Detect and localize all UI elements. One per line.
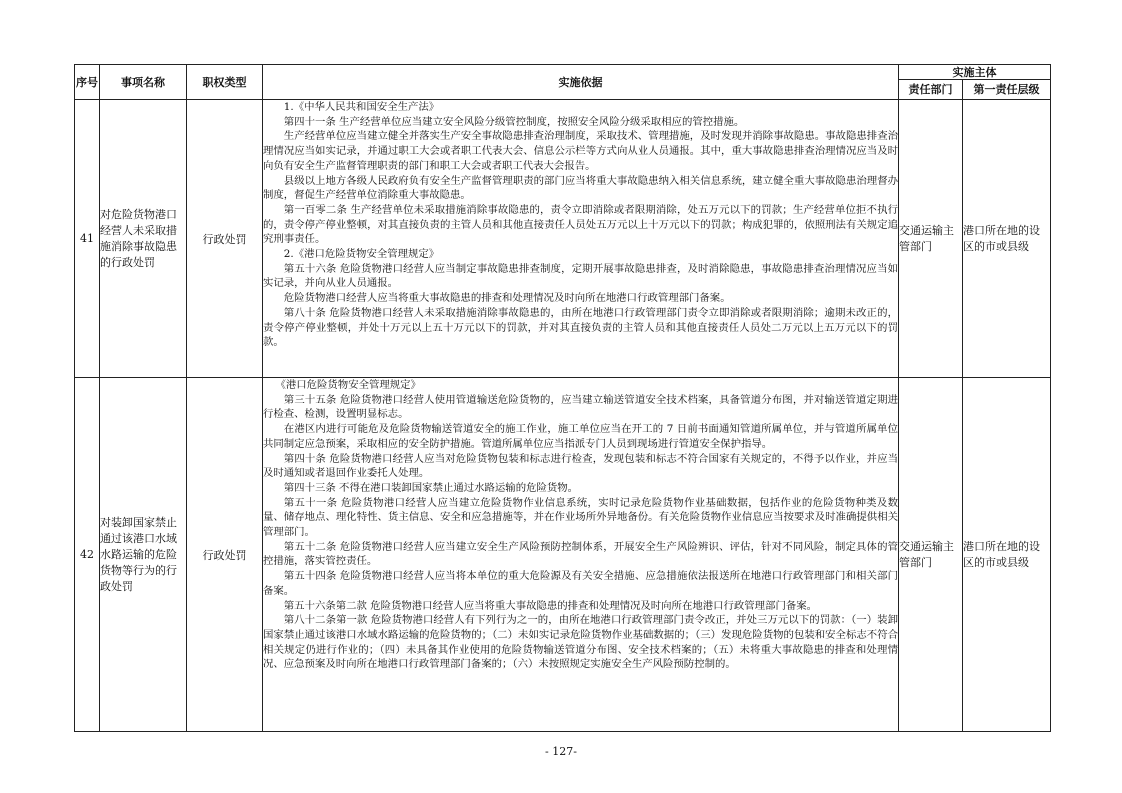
header-item-name: 事项名称 bbox=[100, 65, 187, 100]
basis-line: 第三十五条 危险货物港口经营人使用管道输送危险货物的，应当建立输送管道安全技术档案，具备管道分布图，并对输送管道定期进行检查、检测，设置明显标志。 bbox=[263, 393, 898, 421]
row-item-name: 对装卸国家禁止通过该港口水域水路运输的危险货物等行为的行政处罚 bbox=[100, 378, 187, 732]
header-power-type: 职权类型 bbox=[187, 65, 263, 100]
header-basis: 实施依据 bbox=[263, 65, 899, 100]
basis-line: 第八十二条第一款 危险货物港口经营人有下列行为之一的，由所在地港口行政管理部门责令改正，并处三万元以下的罚款：（一）装卸国家禁止通过该港口水域水路运输的危险货物的；（二）未如实记录危险货物作业基础数据的；（三）发现危险货物的包装和安全标志不符合相关规定仍进行作业的；（四）未具备其作业使用的危险货物输送管道分布图、安全技术档案的；（五）未将重大事故隐患的排查和处理情况、应急预案及时向所在地港口行政管理部门备案的；（六）未按照规定实施安全生产风险预防控制的。 bbox=[263, 614, 898, 671]
basis-line: 第五十一条 危险货物港口经营人应当建立危险货物作业信息系统，实时记录危险货物作业基础数据，包括作业的危险货物种类及数量、储存地点、理化特性、货主信息、安全和应急措施等，并在作业场所外异地备份。有关危险货物作业信息应当按要求及时准确提供相关管理部门。 bbox=[263, 496, 898, 539]
header-subject: 实施主体 bbox=[899, 65, 1051, 80]
basis-line: 《港口危险货物安全管理规定》 bbox=[275, 379, 421, 391]
basis-line: 1.《中华人民共和国安全生产法》 bbox=[283, 101, 440, 113]
basis-line: 第五十四条 危险货物港口经营人应当将本单位的重大危险源及有关安全措施、应急措施依法报送所在地港口行政管理部门和相关部门备案。 bbox=[263, 570, 898, 597]
basis-line: 第五十六条 危险货物港口经营人应当制定事故隐患排查制度，定期开展事故隐患排查，及时消除隐患，事故隐患排查治理情况应当如实记录，并向从业人员通报。 bbox=[263, 262, 898, 290]
basis-line: 县级以上地方各级人民政府负有安全生产监督管理职责的部门应当将重大事故隐患纳入相关信息系统，建立健全重大事故隐患治理督办制度，督促生产经营单位消除重大事故隐患。 bbox=[263, 174, 898, 202]
row-dept: 交通运输主管部门 bbox=[899, 378, 963, 732]
header-level: 第一责任层级 bbox=[963, 80, 1051, 100]
row-power-type: 行政处罚 bbox=[187, 378, 263, 732]
row-dept: 交通运输主管部门 bbox=[899, 100, 963, 378]
basis-line: 第五十二条 危险货物港口经营人应当建立安全生产风险预防控制体系，开展安全生产风险辨识、评估，针对不同风险，制定具体的管控措施，落实管控责任。 bbox=[263, 540, 898, 568]
basis-line: 危险货物港口经营人应当将重大事故隐患的排查和处理情况及时向所在地港口行政管理部门备案。 bbox=[283, 292, 731, 305]
enforcement-table bbox=[74, 64, 1051, 732]
basis-line: 第四十一条 生产经营单位应当建立安全风险分级管控制度，按照安全风险分级采取相应的管控措施。 bbox=[283, 115, 745, 128]
row-power-type: 行政处罚 bbox=[187, 100, 263, 378]
table-row bbox=[75, 100, 1051, 378]
basis-line: 2.《港口危险货物安全管理规定》 bbox=[283, 248, 440, 261]
row-level: 港口所在地的设区的市或县级 bbox=[963, 100, 1051, 378]
row-seq: 41 bbox=[75, 100, 100, 378]
row-level: 港口所在地的设区的市或县级 bbox=[963, 378, 1051, 732]
row-item-name: 对危险货物港口经营人未采取措施消除事故隐患的行政处罚 bbox=[100, 100, 187, 378]
basis-line: 第一百零二条 生产经营单位未采取措施消除事故隐患的，责令立即消除或者限期消除，处五万元以下的罚款；生产经营单位拒不执行的，责令停产停业整顿，对其直接负责的主管人员和其他直接责任人员处五万元以上十万元以下的罚款；构成犯罪的，依照刑法有关规定追究刑事责任。 bbox=[263, 203, 898, 246]
basis-line: 第四十条 危险货物港口经营人应当对危险货物包装和标志进行检查，发现包装和标志不符合国家有关规定的，不得予以作业，并应当及时通知或者退回作业委托人处理。 bbox=[263, 452, 898, 480]
basis-line: 在港区内进行可能危及危险货物输送管道安全的施工作业，施工单位应当在开工的 7 日前书面通知管道所属单位，并与管道所属单位共同制定应急预案，采取相应的安全防护措施。管道所属单位应当指派专门人员到现场进行管道安全保护指导。 bbox=[263, 423, 898, 450]
header-dept: 责任部门 bbox=[899, 80, 963, 100]
row-seq: 42 bbox=[75, 378, 100, 732]
row-basis bbox=[263, 378, 899, 732]
row-basis bbox=[263, 100, 899, 378]
table-row bbox=[75, 378, 1051, 732]
header-seq: 序号 bbox=[75, 65, 100, 100]
basis-line: 生产经营单位应当建立健全并落实生产安全事故隐患排查治理制度，采取技术、管理措施，及时发现并消除事故隐患。事故隐患排查治理情况应当如实记录，并通过职工大会或者职工代表大会、信息公示栏等方式向从业人员通报。其中，重大事故隐患排查治理情况应当及时向负有安全生产监督管理职责的部门和职工大会或者职工代表大会报告。 bbox=[263, 130, 898, 172]
page-number: - 127- bbox=[545, 745, 577, 758]
basis-line: 第四十三条 不得在港口装卸国家禁止通过水路运输的危险货物。 bbox=[283, 481, 579, 494]
basis-line: 第五十六条第二款 危险货物港口经营人应当将重大事故隐患的排查和处理情况及时向所在地港口行政管理部门备案。 bbox=[283, 599, 818, 612]
basis-line: 第八十条 危险货物港口经营人未采取措施消除事故隐患的，由所在地港口行政管理部门责令立即消除或者限期消除；逾期未改正的，责令停产停业整顿，并处十万元以上五十万元以下的罚款，并对其直接负责的主管人员和其他直接责任人员处二万元以上五万元以下的罚款。 bbox=[263, 306, 898, 349]
